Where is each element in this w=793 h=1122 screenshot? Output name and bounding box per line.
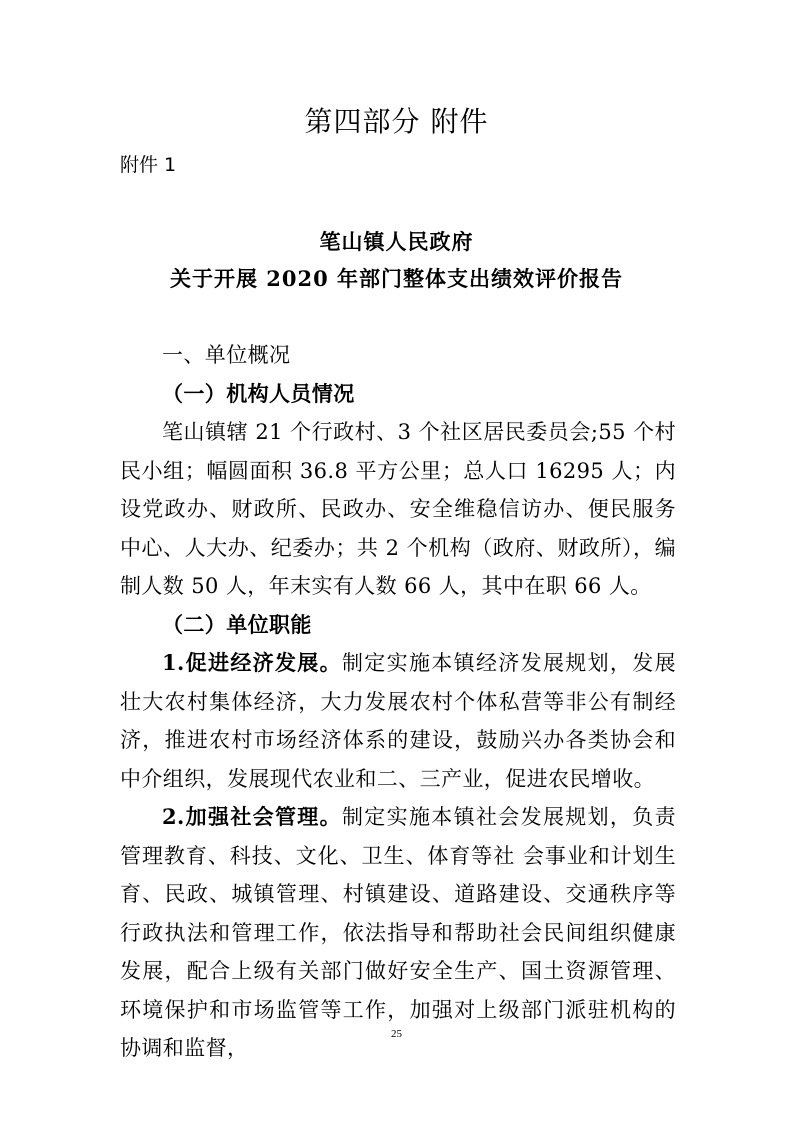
- item-2-lead: 2.加强社会管理。: [162, 804, 342, 829]
- paragraph-institution: 笔山镇辖 21 个行政村、3 个社区居民委员会;55 个村民小组；幅圆面积 36.8 平方公里；总人口 16295 人；内设党政办、财政所、民政办、安全维稳信访办、便民服务中心、人大办、纪委办；共 2 个机构（政府、财政所），编制人数 50 人，年末实有人数 66 人，其中在职 66 人。: [120, 420, 676, 598]
- report-title-line2: 关于开展 2020 年部门整体支出绩效评价报告: [169, 266, 624, 291]
- subsection-heading-1: （一）机构人员情况: [162, 380, 355, 406]
- subsection-heading-2: （二）单位职能: [162, 611, 312, 637]
- part-title: 第四部分 附件: [304, 105, 489, 138]
- page-number: 25: [391, 1028, 402, 1040]
- report-body: [120, 336, 676, 1068]
- report-title-line1: 笔山镇人民政府: [319, 229, 474, 254]
- section-heading-1: 一、单位概况: [162, 343, 291, 367]
- item-2-text: 制定实施本镇社会发展规划，负责管理教育、科技、文化、卫生、体育等社 会事业和计划生育、民政、城镇管理、村镇建设、道路建设、交通秩序等行政执法和管理工作，依法指导和帮助社会民间组织健康发展，配合上级有关部门做好安全生产、国土资源管理、环境保护和市场监管等工作，加强对上级部门派驻机构的协调和监督，: [120, 805, 676, 1060]
- paragraph-item-1: [120, 644, 676, 798]
- attachment-label: 附件 1: [120, 154, 177, 176]
- item-1-text: 制定实施本镇经济发展规划，发展壮大农村集体经济，大力发展农村个体私营等非公有制经济，推进农村市场经济体系的建设，鼓励兴办各类协会和中介组织，发展现代农业和二、三产业，促进农民增收。: [120, 651, 676, 791]
- item-1-lead: 1.促进经济发展。: [162, 650, 342, 675]
